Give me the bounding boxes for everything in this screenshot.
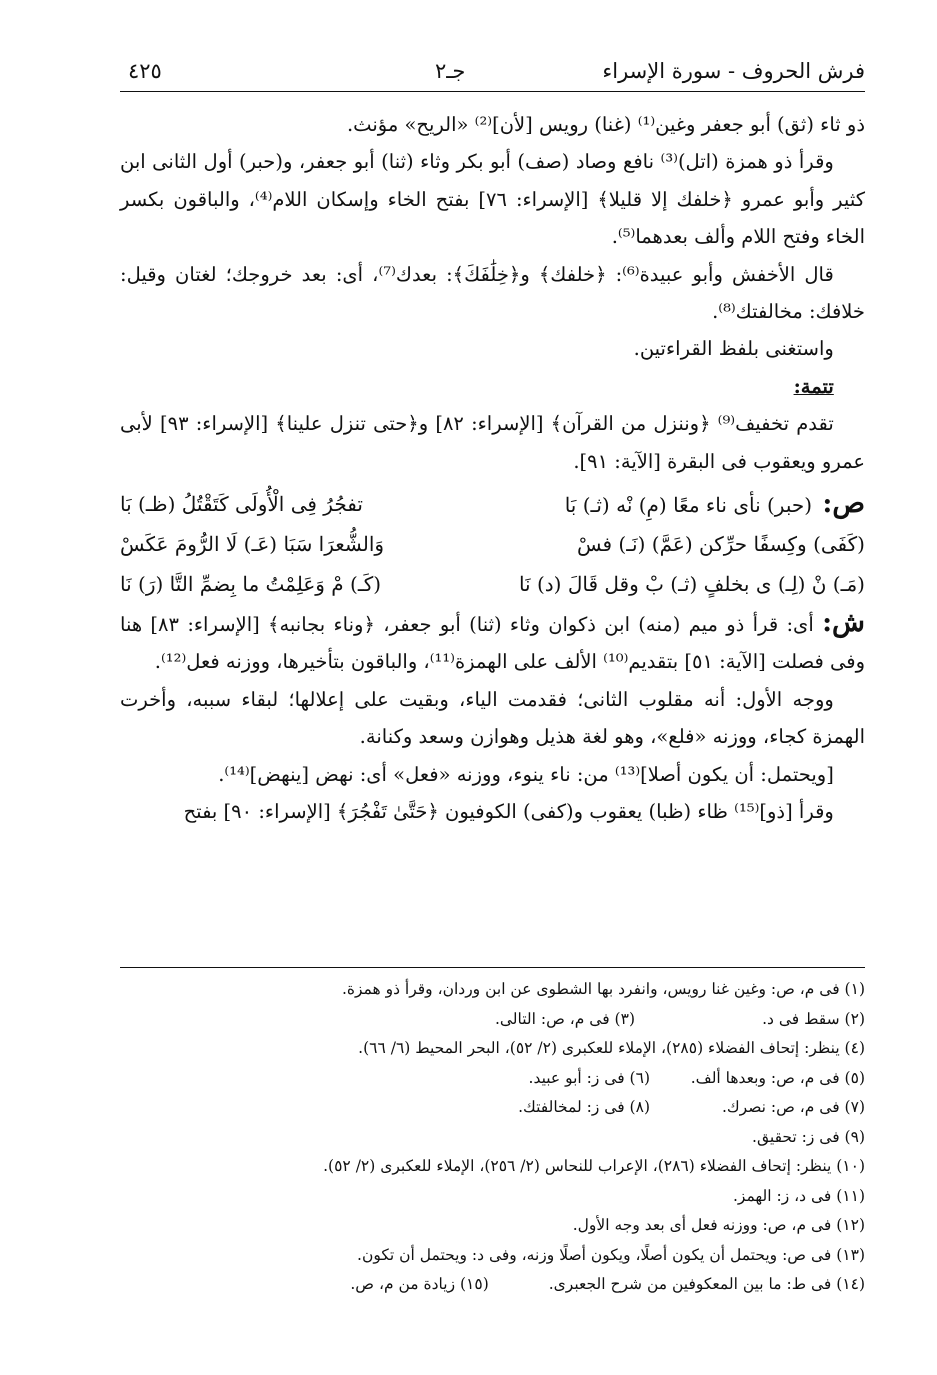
verse-line xyxy=(120,564,865,604)
paragraph-9: وقرأ [ذو]⁽¹⁵⁾ ظاء (ظبا) يعقوب و(كفى) الكوفيون ﴿حَتَّىٰ تَفْجُرَ﴾ [الإسراء: ٩٠] بفتح xyxy=(183,800,834,824)
paragraph-4: واستغنى بلفظ القراءتين. xyxy=(633,337,834,361)
page-header xyxy=(120,55,865,92)
footnote: (١٣) فى ص: ويحتمل أن يكون أصلًا، ويكون أصلًا وزنه، وفى د: ويحتمل أن تكون. xyxy=(357,1245,865,1264)
footnote: (١٠) ينظر: إتحاف الفضلاء (٢٨٦)، الإعراب للنحاس (٢/ ٢٥٦)، الإملاء للعكبرى (٢/ ٥٢). xyxy=(323,1157,865,1175)
page-number: ٤٢٥ xyxy=(128,59,162,83)
footnote: (٢) سقط فى د. (٣) فى م، ص: التالى. xyxy=(494,1009,865,1028)
tatimma-heading xyxy=(120,368,865,405)
verse-line xyxy=(120,524,865,564)
verse-line xyxy=(120,484,865,524)
footnote: (١٢) فى م، ص: ووزنه فعل أى بعد وجه الأول. xyxy=(572,1216,865,1234)
running-title: فرش الحروف - سورة الإسراء xyxy=(602,59,865,83)
book-page xyxy=(120,55,865,1325)
paragraph-1: ذو ثاء (ثق) أبو جعفر وغين⁽¹⁾ (غنا) رويس [لأن]⁽²⁾ «الريح» مؤنث. xyxy=(346,113,865,136)
footnote: (٧) فى م، ص: نصرك. (٨) فى ز: لمخالفتك. xyxy=(518,1098,865,1116)
paragraph-3: قال الأخفش وأبو عبيدة⁽⁶⁾: ﴿خلفك﴾ و﴿خِلَٰفَكَ﴾: بعدك⁽⁷⁾، أى: بعد خروجك؛ لغتان وقيل: خلافك: مخالفتك⁽⁸⁾. xyxy=(120,262,865,324)
paragraph-7: ووجه الأول: أنه مقلوب الثانى؛ فقدمت الياء، وبقيت على إعلالها؛ لبقاء سببه، وأخرت الهمزة كجاء، ووزنه «فلع»، وهو لغة هذيل وهوازن وسعد وكنانة. xyxy=(120,687,865,749)
verse-label: ص: xyxy=(822,488,865,520)
paragraph-5: تقدم تخفيف⁽⁹⁾ ﴿وننزل من القرآن﴾ [الإسراء: ٨٢] و﴿حتى تنزل علينا﴾ [الإسراء: ٩٣] لأبى عمرو ويعقوب فى البقرة [الآية: ٩١]. xyxy=(120,412,865,473)
sharh-label: ش: xyxy=(822,607,865,639)
footnotes xyxy=(120,975,865,1300)
main-text xyxy=(120,106,865,831)
verse-block xyxy=(120,484,865,604)
footnote: (١) فى م، ص: وغين غنا رويس، وانفرد بها الشطوى عن ابن وردان، وقرأ ذو همزة. xyxy=(341,980,865,998)
verse-hemistich-right: ص: (حبر) نأى ناء معًا (مِ) نْه (ثـ) بَا xyxy=(564,488,865,520)
paragraph-6: ش: أى: قرأ ذو ميم (منه) ابن ذكوان وثاء (ثنا) أبو جعفر، ﴿وناء بجانبه﴾ [الإسراء: ٨٣] هنا وفى فصلت [الآية: ٥١] بتقديم⁽¹⁰⁾ الألف على الهمزة⁽¹¹⁾، والباقون بتأخيرها، ووزنه فعل⁽¹²⁾. xyxy=(120,607,865,674)
verse-hemistich-right: (مَـ) نْ (لِـ) ى بخلفٍ (ثـ) بْ وقل قَالَ (د) نَا xyxy=(518,572,865,597)
footnote: (٤) ينظر: إتحاف الفضلاء (٢٨٥)، الإملاء للعكبرى (٢/ ٥٢)، البحر المحيط (٦/ ٦٦). xyxy=(358,1039,865,1057)
footnote-separator xyxy=(120,967,865,968)
verse-hemistich-left: (كَـ) مْ وَعَلِمْتُ ما بِضمِّ التَّا (رَ) نَا xyxy=(120,572,382,597)
verse-hemistich-left: تفجُرُ فِى الْأُولَى كَتَقْتُلُ (ظـ) بَا xyxy=(120,492,363,517)
footnote: (١٤) فى ط: ما بين المعكوفين من شرح الجعبرى. (١٥) زيادة من م، ص. xyxy=(350,1275,865,1293)
tatimma-label: تتمة: xyxy=(793,374,834,398)
paragraph-2: وقرأ ذو همزة (اتل)⁽³⁾ نافع وصاد (صف) أبو بكر وثاء (ثنا) أبو جعفر، و(حبر) أول الثانى ابن كثير وأبو عمرو ﴿خلفك إلا قليلا﴾ [الإسراء: ٧٦] بفتح الخاء وإسكان اللام⁽⁴⁾، والباقون بكسر الخاء وفتح اللام وألف بعدهما⁽⁵⁾. xyxy=(120,150,865,249)
volume-label: جـ٢ xyxy=(435,59,466,83)
footnote: (١١) فى د، ز: الهمز. xyxy=(732,1186,865,1205)
verse-hemistich-right: (كَفَى) وكِسفًا حرِّكن (عَمَّ) (نَـ) فسْ xyxy=(576,532,865,557)
footnote: (٩) فى ز: تحقيق. xyxy=(752,1127,865,1146)
paragraph-8: [ويحتمل: أن يكون أصلا]⁽¹³⁾ من: ناء ينوء، ووزنه «فعل» أى: نهض [ينهض]⁽¹⁴⁾. xyxy=(218,762,834,786)
verse-hemistich-left: وَالشُّعرَا سَبَا (عَـ) لَا الرُّومَ عَكَسْ xyxy=(120,532,385,557)
footnote: (٥) فى م، ص: وبعدها ألف. (٦) فى ز: أبو عبيد. xyxy=(528,1068,865,1087)
